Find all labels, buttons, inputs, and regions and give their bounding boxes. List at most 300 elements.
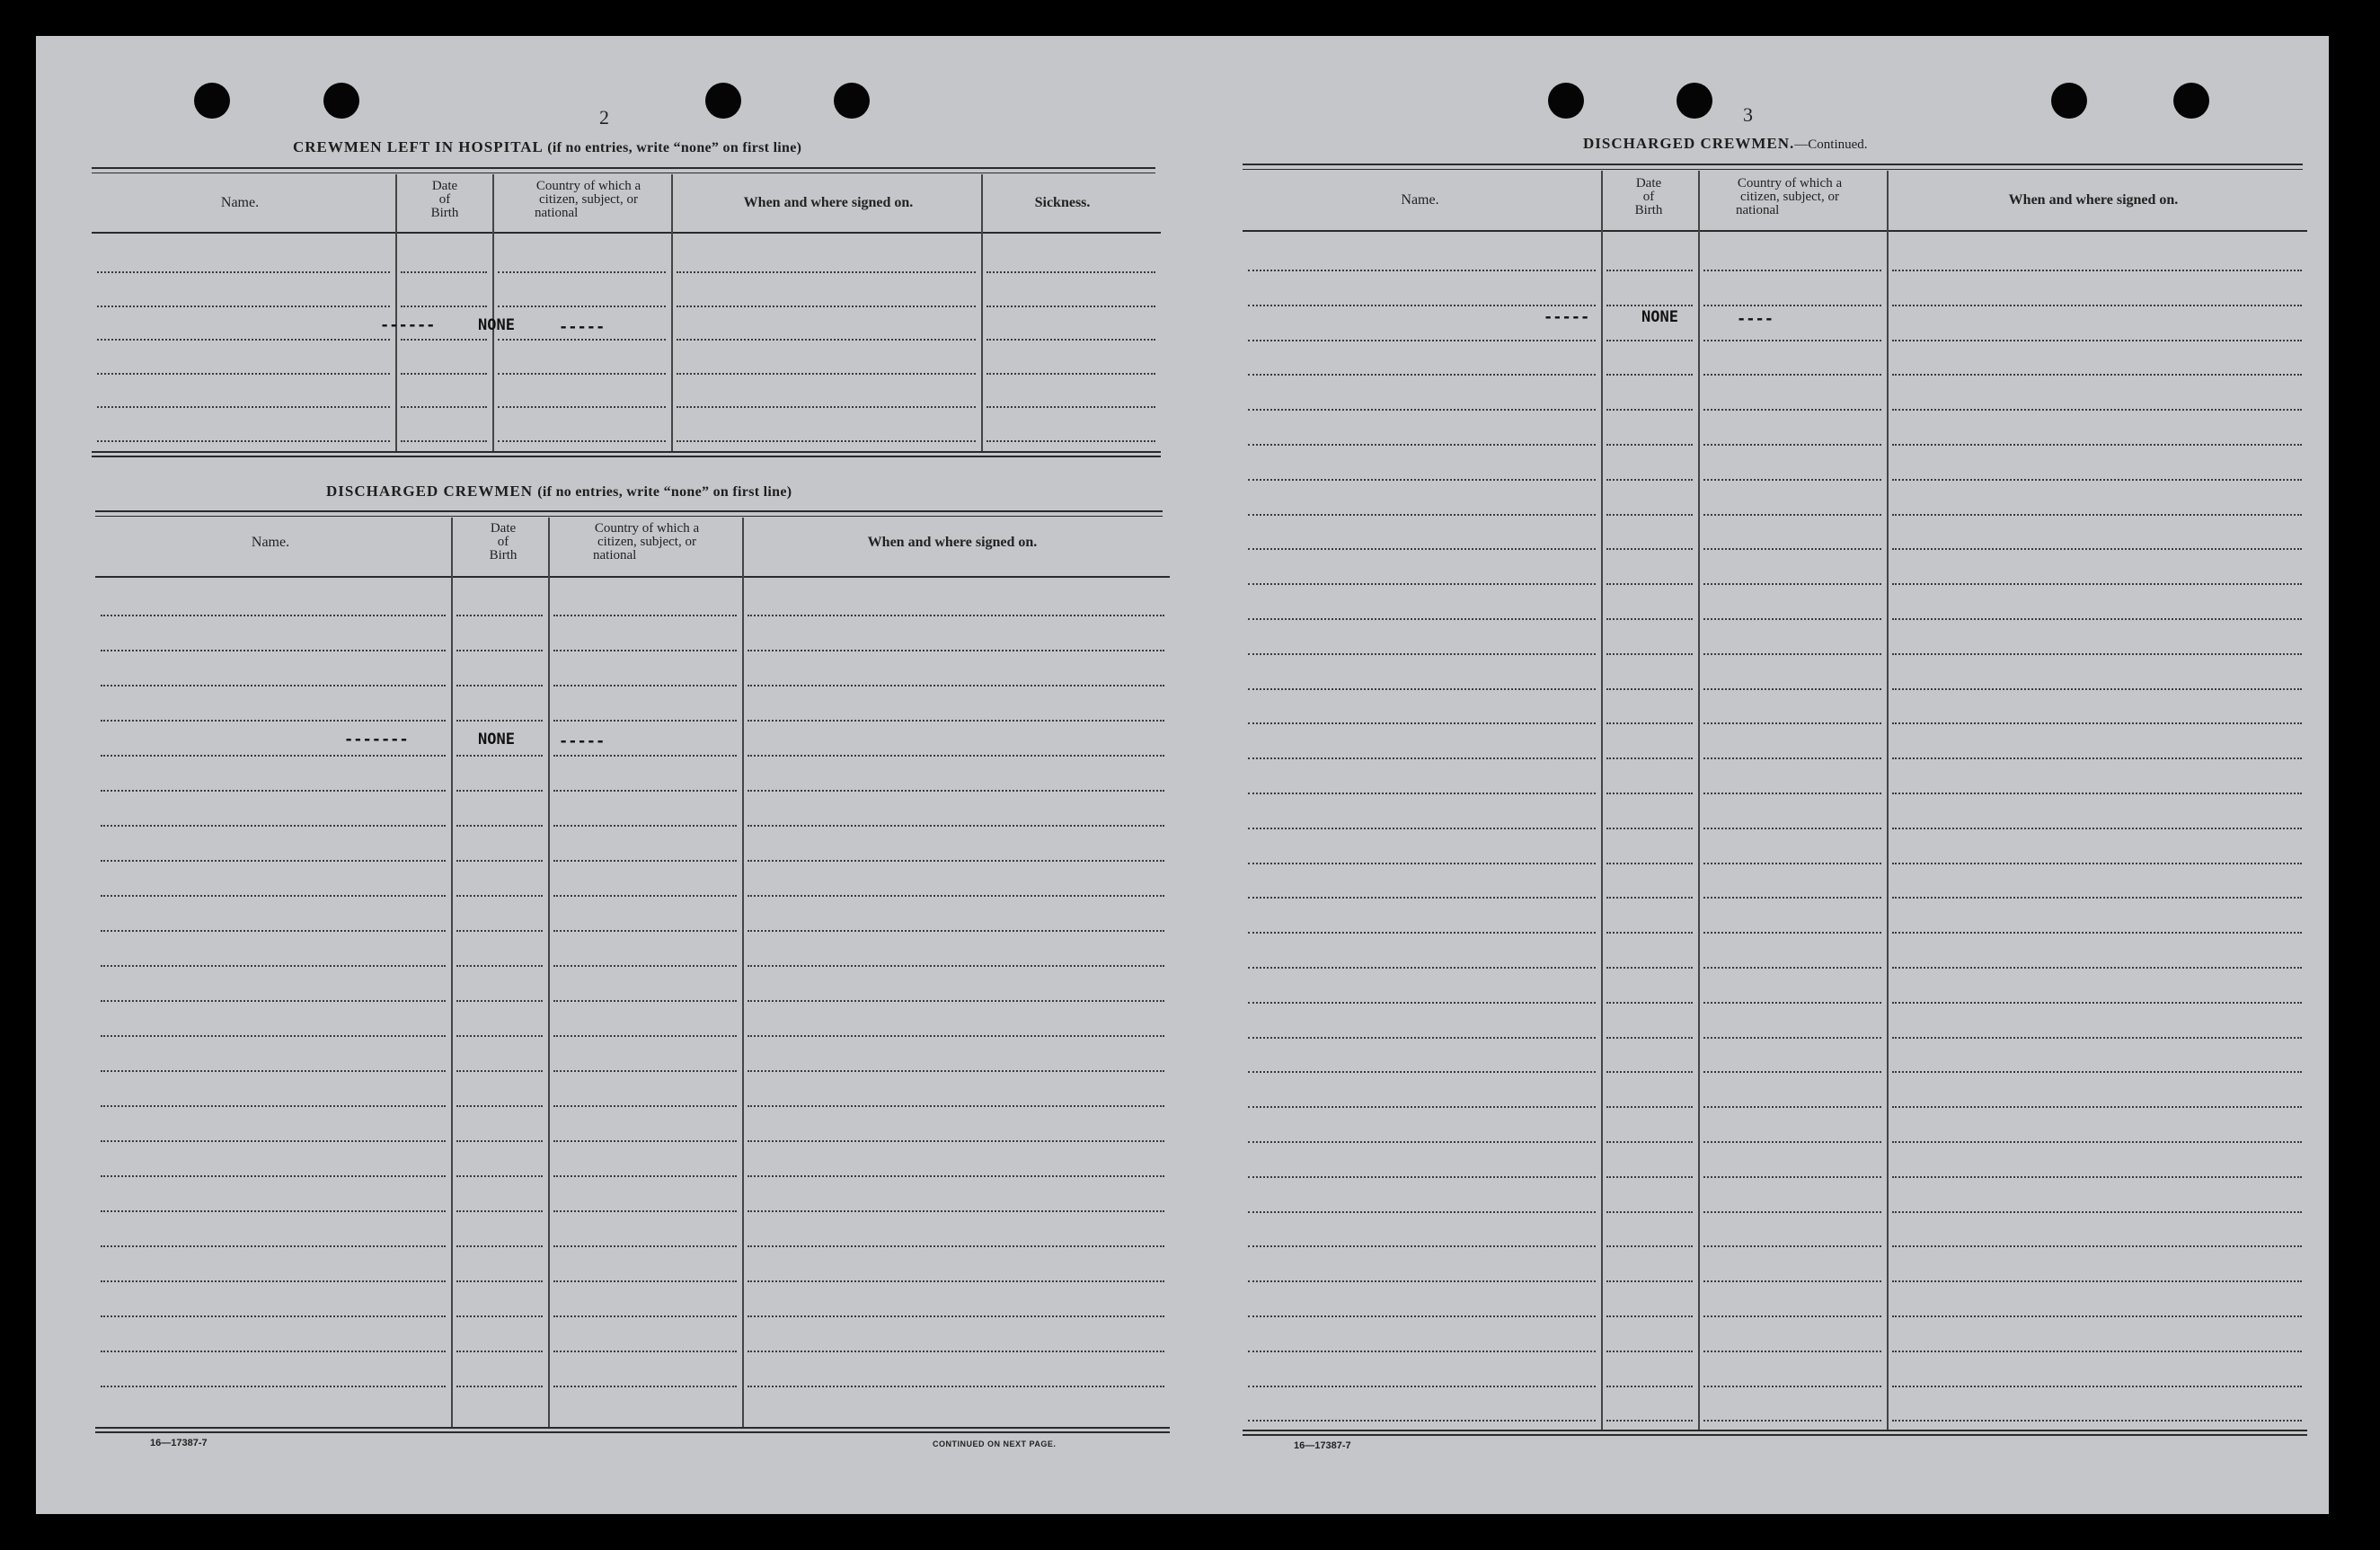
bottom-rule [92, 451, 1161, 453]
punch-hole [834, 83, 870, 119]
entry-line [498, 373, 666, 375]
entry-line [1248, 618, 1596, 620]
entry-line [553, 1210, 737, 1212]
entry-line [1248, 444, 1596, 446]
right-top-rule-2 [1243, 169, 2303, 170]
entry-line [401, 440, 487, 442]
entry-line [1703, 897, 1881, 899]
right-name-dash: ----- [1544, 308, 1590, 326]
entry-line [456, 650, 543, 651]
discharged-dob-none-stamp: NONE [478, 731, 515, 748]
entry-line [97, 406, 390, 408]
entry-line [456, 895, 543, 897]
entry-line [553, 685, 737, 686]
entry-line [1606, 653, 1693, 655]
entry-line [677, 373, 976, 375]
entry-line [1703, 409, 1881, 411]
entry-line [1248, 1106, 1596, 1108]
entry-line [1248, 688, 1596, 690]
discharged-col-dob [454, 522, 553, 562]
entry-line [1248, 932, 1596, 934]
dob-line: Date [1635, 176, 1662, 190]
entry-line [1892, 1176, 2302, 1178]
entry-line [456, 825, 543, 827]
dob-line: of [438, 192, 451, 207]
entry-line [1892, 1211, 2302, 1213]
dob-line: of [497, 535, 509, 549]
entry-line [748, 1105, 1164, 1107]
entry-line [1248, 1280, 1596, 1282]
entry-line [1703, 514, 1881, 516]
entry-line [1606, 828, 1693, 829]
entry-line [1703, 793, 1881, 794]
entry-line [677, 440, 976, 442]
column-divider [451, 518, 453, 1427]
entry-line [456, 860, 543, 862]
entry-line [553, 1175, 737, 1177]
entry-line [1606, 793, 1693, 794]
entry-line [1703, 1420, 1881, 1422]
column-divider [742, 518, 744, 1427]
entry-line [498, 339, 666, 341]
entry-line [553, 790, 737, 792]
discharged-name-dash: ------- [344, 731, 409, 748]
entry-line [101, 1175, 446, 1177]
hospital-col-sickness: Sickness. [1034, 195, 1091, 210]
entry-line [456, 1035, 543, 1037]
entry-line [1606, 479, 1693, 481]
entry-line [1703, 863, 1881, 864]
right-col-dob [1604, 177, 1694, 217]
entry-line [1248, 1002, 1596, 1004]
entry-line [401, 306, 487, 307]
entry-line [1248, 863, 1596, 864]
entry-line [1606, 270, 1693, 271]
discharged-title-text: DISCHARGED CREWMEN [326, 483, 534, 500]
entry-line [1606, 1386, 1693, 1387]
entry-line [1892, 1002, 2302, 1004]
entry-line [748, 860, 1164, 862]
entry-line [1703, 1351, 1881, 1352]
dob-line: Birth [430, 206, 459, 220]
entry-line [553, 615, 737, 616]
entry-line [553, 895, 737, 897]
entry-line [1703, 1071, 1881, 1073]
entry-line [1703, 1386, 1881, 1387]
entry-line [1703, 1037, 1881, 1039]
entry-line [1606, 757, 1693, 759]
discharged-top-rule-2 [95, 516, 1163, 517]
entry-line [987, 373, 1155, 375]
entry-line [456, 1315, 543, 1317]
entry-line [553, 650, 737, 651]
entry-line [1892, 305, 2302, 306]
punch-hole [705, 83, 741, 119]
entry-line [553, 1000, 737, 1002]
bottom-rule-2 [1243, 1434, 2307, 1436]
entry-line [748, 615, 1164, 616]
discharged-subtitle-text: (if no entries, write “none” on first line) [537, 484, 792, 500]
entry-line [1248, 1351, 1596, 1352]
entry-line [1248, 757, 1596, 759]
entry-line [456, 790, 543, 792]
right-title-text: DISCHARGED CREWMEN. [1583, 135, 1795, 152]
dob-line: Birth [489, 548, 518, 562]
entry-line [1892, 1245, 2302, 1247]
entry-line [456, 1175, 543, 1177]
entry-line [553, 1105, 737, 1107]
entry-line [677, 339, 976, 341]
entry-line [987, 306, 1155, 307]
entry-line [1703, 722, 1881, 724]
column-divider [548, 518, 550, 1427]
entry-line [1606, 967, 1693, 969]
bottom-rule-2 [95, 1431, 1170, 1433]
entry-line [101, 1140, 446, 1142]
dob-line: Date [490, 521, 517, 536]
entry-line [1606, 340, 1693, 341]
entry-line [553, 965, 737, 967]
hospital-col-dob [395, 180, 494, 220]
entry-line [97, 373, 390, 375]
punch-hole [1548, 83, 1584, 119]
entry-line [1892, 409, 2302, 411]
entry-line [1248, 1037, 1596, 1039]
entry-line [1248, 1211, 1596, 1213]
column-divider [1698, 171, 1700, 1430]
entry-line [1892, 1351, 2302, 1352]
entry-line [456, 1351, 543, 1352]
entry-line [101, 720, 446, 722]
entry-line [1892, 1315, 2302, 1317]
entry-line [456, 1210, 543, 1212]
entry-line [101, 755, 446, 757]
header-bottom-rule [92, 232, 1161, 234]
entry-line [1892, 757, 2302, 759]
country-line: citizen, subject, or [597, 535, 696, 549]
entry-line [101, 1315, 446, 1317]
entry-line [1606, 374, 1693, 376]
entry-line [101, 790, 446, 792]
right-col-signed-on: When and where signed on. [2008, 192, 2179, 208]
entry-line [748, 1280, 1164, 1282]
page-number-right: 3 [1743, 103, 1753, 126]
entry-line [553, 1035, 737, 1037]
entry-line [1892, 1037, 2302, 1039]
entry-line [101, 965, 446, 967]
entry-line [553, 1351, 737, 1352]
country-line: Country of which a [535, 179, 641, 193]
entry-line [456, 965, 543, 967]
entry-line [1248, 793, 1596, 794]
entry-line [498, 406, 666, 408]
entry-line [748, 650, 1164, 651]
entry-line [101, 1245, 446, 1247]
entry-line [987, 440, 1155, 442]
entry-line [553, 930, 737, 932]
entry-line [1248, 897, 1596, 899]
entry-line [456, 720, 543, 722]
bottom-rule-2 [92, 456, 1161, 457]
country-line: Country of which a [1737, 176, 1843, 190]
hospital-dob-none-stamp: NONE [478, 316, 515, 334]
entry-line [748, 1315, 1164, 1317]
country-line: national [535, 206, 579, 220]
entry-line [1606, 1037, 1693, 1039]
entry-line [1703, 828, 1881, 829]
entry-line [1892, 1141, 2302, 1143]
entry-line [1606, 1351, 1693, 1352]
entry-line [101, 1280, 446, 1282]
hospital-col-name: Name. [220, 195, 260, 210]
entry-line [1892, 1280, 2302, 1282]
entry-line [97, 271, 390, 273]
entry-line [1703, 757, 1881, 759]
entry-line [1703, 1315, 1881, 1317]
country-line: citizen, subject, or [1740, 190, 1839, 204]
entry-line [401, 271, 487, 273]
entry-line [456, 615, 543, 616]
entry-line [1248, 374, 1596, 376]
entry-line [1892, 1420, 2302, 1422]
entry-line [748, 1070, 1164, 1072]
hospital-col-country [499, 180, 678, 220]
column-divider [1601, 171, 1603, 1430]
entry-line [456, 1105, 543, 1107]
entry-line [1606, 1211, 1693, 1213]
entry-line [1606, 1245, 1693, 1247]
entry-line [1248, 967, 1596, 969]
entry-line [677, 306, 976, 307]
entry-line [1703, 270, 1881, 271]
entry-line [1248, 722, 1596, 724]
entry-line [101, 1070, 446, 1072]
entry-line [1606, 897, 1693, 899]
dob-line: Date [431, 179, 458, 193]
entry-line [1892, 863, 2302, 864]
entry-line [1248, 409, 1596, 411]
entry-line [1606, 618, 1693, 620]
entry-line [1606, 1002, 1693, 1004]
right-section-title [1583, 135, 1868, 153]
right-top-rule [1243, 164, 2303, 165]
entry-line [97, 339, 390, 341]
entry-line [1892, 828, 2302, 829]
entry-line [1606, 1106, 1693, 1108]
entry-line [1606, 1280, 1693, 1282]
entry-line [1703, 305, 1881, 306]
entry-line [1248, 1071, 1596, 1073]
entry-line [1892, 932, 2302, 934]
entry-line [456, 1280, 543, 1282]
entry-line [101, 1105, 446, 1107]
entry-line [498, 440, 666, 442]
entry-line [456, 930, 543, 932]
entry-line [1606, 1315, 1693, 1317]
entry-line [101, 825, 446, 827]
hospital-title-text: CREWMEN LEFT IN HOSPITAL [293, 138, 543, 155]
entry-line [1703, 618, 1881, 620]
entry-line [553, 755, 737, 757]
entry-line [748, 1245, 1164, 1247]
entry-line [1248, 514, 1596, 516]
entry-line [553, 1140, 737, 1142]
entry-line [1703, 967, 1881, 969]
entry-line [456, 1140, 543, 1142]
entry-line [1703, 340, 1881, 341]
hospital-country-dash: ----- [559, 318, 606, 336]
hospital-name-dash: ------ [380, 316, 436, 334]
punch-hole [323, 83, 359, 119]
entry-line [1606, 722, 1693, 724]
discharged-section-title [326, 483, 792, 500]
entry-line [1892, 793, 2302, 794]
entry-line [748, 965, 1164, 967]
entry-line [101, 1035, 446, 1037]
entry-line [1703, 479, 1881, 481]
entry-line [1892, 1106, 2302, 1108]
right-title-continued: —Continued. [1794, 137, 1868, 152]
entry-line [1703, 548, 1881, 550]
page-number-left: 2 [599, 106, 609, 128]
entry-line [748, 1386, 1164, 1387]
bottom-rule [1243, 1430, 2307, 1431]
entry-line [1606, 932, 1693, 934]
entry-line [1892, 722, 2302, 724]
entry-line [1892, 1071, 2302, 1073]
country-line: citizen, subject, or [539, 192, 638, 207]
entry-line [553, 1386, 737, 1387]
entry-line [101, 685, 446, 686]
entry-line [1606, 583, 1693, 585]
entry-line [1606, 1420, 1693, 1422]
entry-line [1703, 688, 1881, 690]
entry-line [101, 1386, 446, 1387]
entry-line [1892, 618, 2302, 620]
entry-line [1606, 1071, 1693, 1073]
footer-form-code-left: 16—17387-7 [150, 1438, 208, 1448]
hospital-section-title [293, 138, 801, 156]
entry-line [987, 339, 1155, 341]
entry-line [1892, 374, 2302, 376]
entry-line [1703, 1245, 1881, 1247]
dob-line: Birth [1634, 203, 1663, 217]
hospital-subtitle-text: (if no entries, write “none” on first line) [547, 140, 802, 155]
entry-line [1606, 863, 1693, 864]
entry-line [677, 406, 976, 408]
entry-line [1248, 1245, 1596, 1247]
entry-line [456, 1070, 543, 1072]
entry-line [1248, 305, 1596, 306]
entry-line [401, 406, 487, 408]
entry-line [1892, 967, 2302, 969]
entry-line [1248, 479, 1596, 481]
entry-line [987, 271, 1155, 273]
entry-line [1606, 514, 1693, 516]
entry-line [1248, 1386, 1596, 1387]
discharged-col-name: Name. [251, 535, 290, 550]
entry-line [1703, 1280, 1881, 1282]
entry-line [1892, 340, 2302, 341]
entry-line [1703, 1002, 1881, 1004]
entry-line [1703, 932, 1881, 934]
entry-line [748, 895, 1164, 897]
country-line: national [593, 548, 637, 562]
entry-line [101, 930, 446, 932]
entry-line [748, 790, 1164, 792]
entry-line [1606, 688, 1693, 690]
entry-line [101, 860, 446, 862]
entry-line [1248, 1176, 1596, 1178]
entry-line [1892, 548, 2302, 550]
entry-line [748, 1140, 1164, 1142]
hospital-top-rule [92, 167, 1155, 169]
entry-line [456, 1386, 543, 1387]
entry-line [1703, 583, 1881, 585]
column-divider [395, 174, 397, 451]
entry-line [1248, 340, 1596, 341]
entry-line [1248, 1420, 1596, 1422]
discharged-col-signed-on: When and where signed on. [867, 535, 1038, 550]
entry-line [101, 895, 446, 897]
column-divider [671, 174, 673, 451]
entry-line [1892, 688, 2302, 690]
entry-line [553, 860, 737, 862]
document-sheet [36, 36, 2329, 1514]
entry-line [456, 1000, 543, 1002]
discharged-top-rule [95, 510, 1163, 512]
entry-line [101, 650, 446, 651]
entry-line [1703, 1211, 1881, 1213]
entry-line [1606, 1176, 1693, 1178]
entry-line [101, 615, 446, 616]
right-col-country [1700, 177, 1880, 217]
entry-line [553, 720, 737, 722]
entry-line [1892, 653, 2302, 655]
entry-line [401, 339, 487, 341]
entry-line [748, 1210, 1164, 1212]
entry-line [401, 373, 487, 375]
entry-line [1892, 897, 2302, 899]
entry-line [553, 1245, 737, 1247]
entry-line [101, 1351, 446, 1352]
entry-line [553, 825, 737, 827]
entry-line [553, 1070, 737, 1072]
entry-line [1606, 305, 1693, 306]
discharged-col-country [557, 522, 737, 562]
dob-line: of [1642, 190, 1655, 204]
right-dob-none-stamp: NONE [1641, 308, 1678, 326]
discharged-country-dash: ----- [559, 732, 606, 750]
bottom-rule [95, 1427, 1170, 1429]
entry-line [748, 930, 1164, 932]
entry-line [97, 306, 390, 307]
country-line: Country of which a [594, 521, 700, 536]
column-divider [1887, 171, 1889, 1430]
entry-line [1248, 548, 1596, 550]
column-divider [981, 174, 983, 451]
entry-line [1606, 444, 1693, 446]
right-col-name: Name. [1401, 192, 1439, 208]
punch-hole [2051, 83, 2087, 119]
entry-line [456, 755, 543, 757]
entry-line [1892, 1386, 2302, 1387]
entry-line [1606, 1141, 1693, 1143]
entry-line [1703, 1141, 1881, 1143]
entry-line [1703, 374, 1881, 376]
entry-line [553, 1315, 737, 1317]
footer-form-code-right: 16—17387-7 [1294, 1440, 1351, 1451]
